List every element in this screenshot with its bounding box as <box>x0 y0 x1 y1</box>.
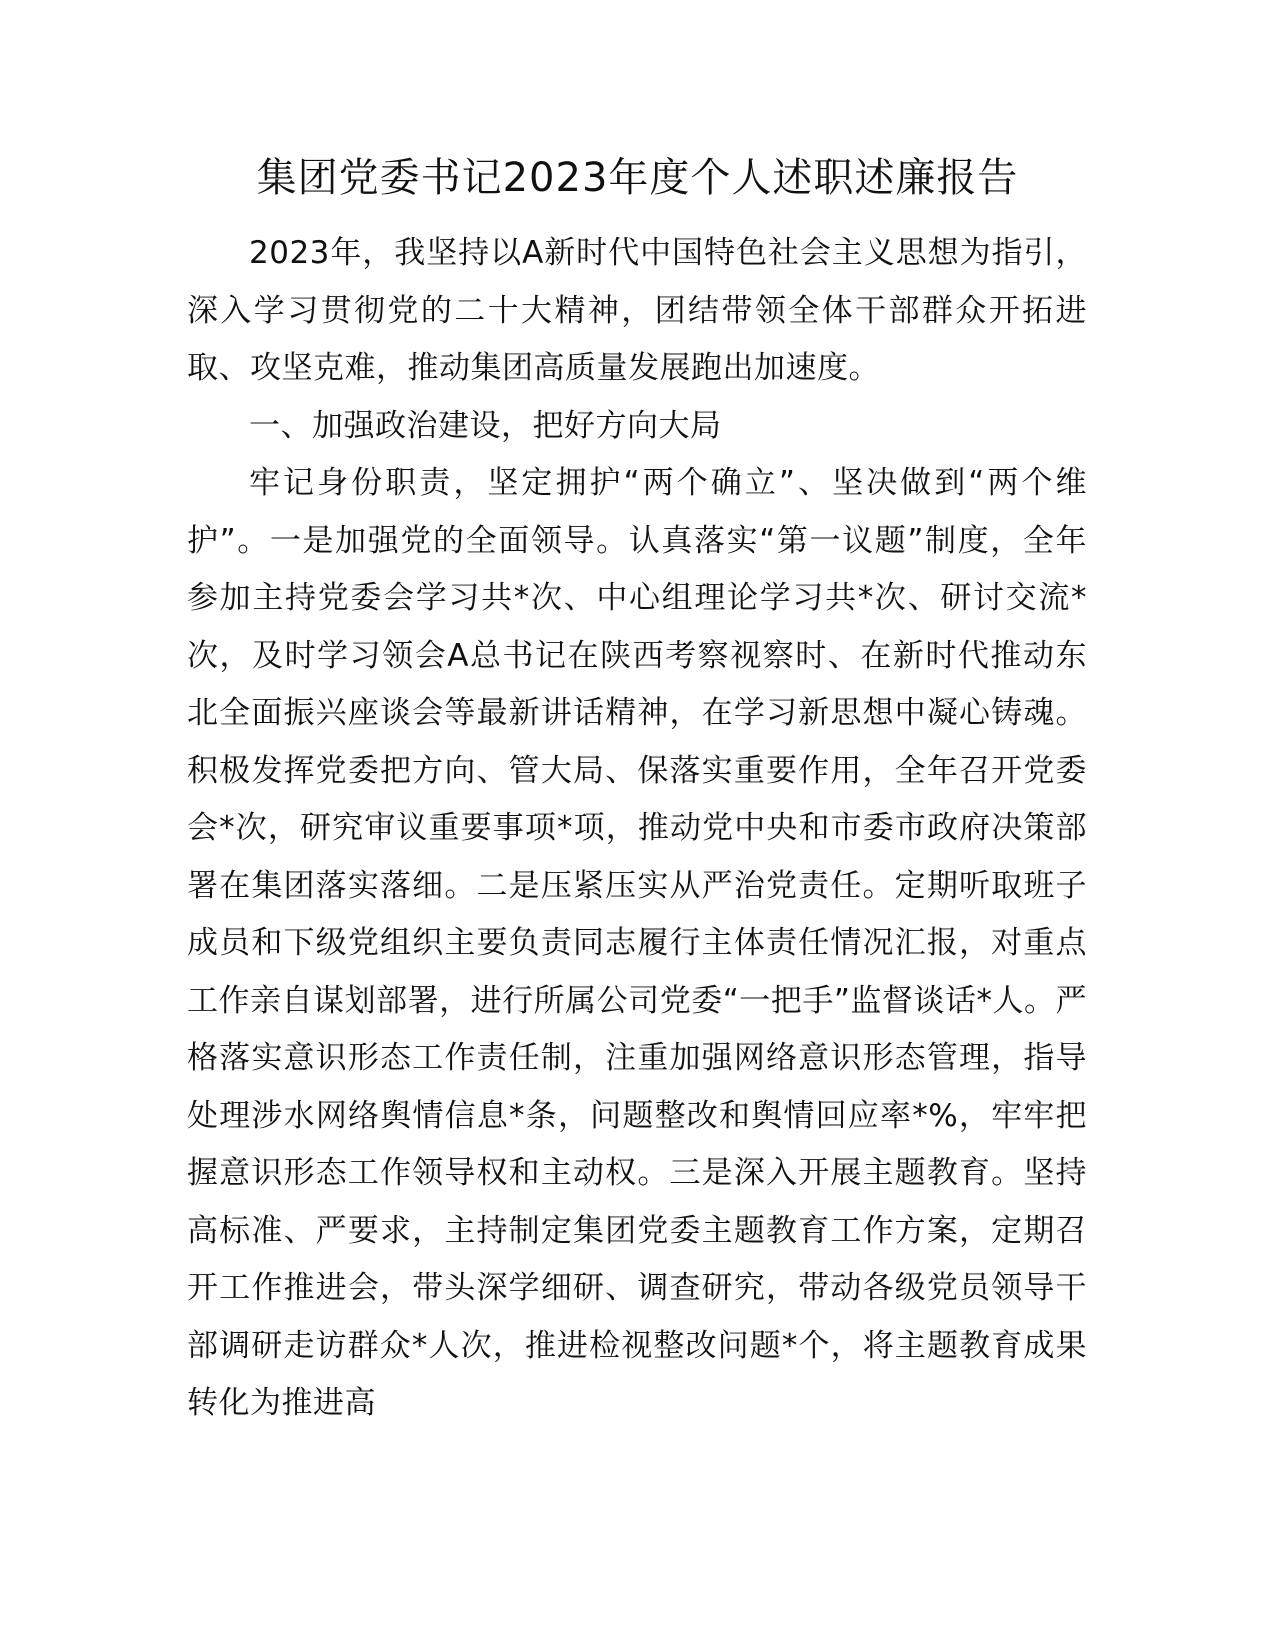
document-title: 集团党委书记2023年度个人述职述廉报告 <box>256 155 1019 201</box>
intro-paragraph: 2023年，我坚持以A新时代中国特色社会主义思想为指引，深入学习贯彻党的二十大精神，团结带领全体干部群众开拓进取、攻坚克难，推动集团高质量发展跑出加速度。 <box>187 235 1087 386</box>
section-heading: 一、加强政治建设，把好方向大局 <box>249 407 722 444</box>
document-body <box>187 225 1087 1433</box>
section-body-paragraph: 牢记身份职责，坚定拥护“两个确立”、坚决做到“两个维护”。一是加强党的全面领导。认真落实“第一议题”制度，全年参加主持党委会学习共*次、中心组理论学习共*次、研讨交流*次，及时学习领会A总书记在陕西考察视察时、在新时代推动东北全面振兴座谈会等最新讲话精神，在学习新思想中凝心铸魂。积极发挥党委把方向、管大局、保落实重要作用，全年召开党委会*次，研究审议重要事项*项，推动党中央和市委市政府决策部署在集团落实落细。二是压紧压实从严治党责任。定期听取班子成员和下级党组织主要负责同志履行主体责任情况汇报，对重点工作亲自谋划部署，进行所属公司党委“一把手”监督谈话*人。严格落实意识形态工作责任制，注重加强网络意识形态管理，指导处理涉水网络舆情信息*条，问题整改和舆情回应率*%，牢牢把握意识形态工作领导权和主动权。三是深入开展主题教育。坚持高标准、严要求，主持制定集团党委主题教育工作方案，定期召开工作推进会，带头深学细研、调查研究，带动各级党员领导干部调研走访群众*人次，推进检视整改问题*个，将主题教育成果转化为推进高 <box>187 465 1087 1421</box>
